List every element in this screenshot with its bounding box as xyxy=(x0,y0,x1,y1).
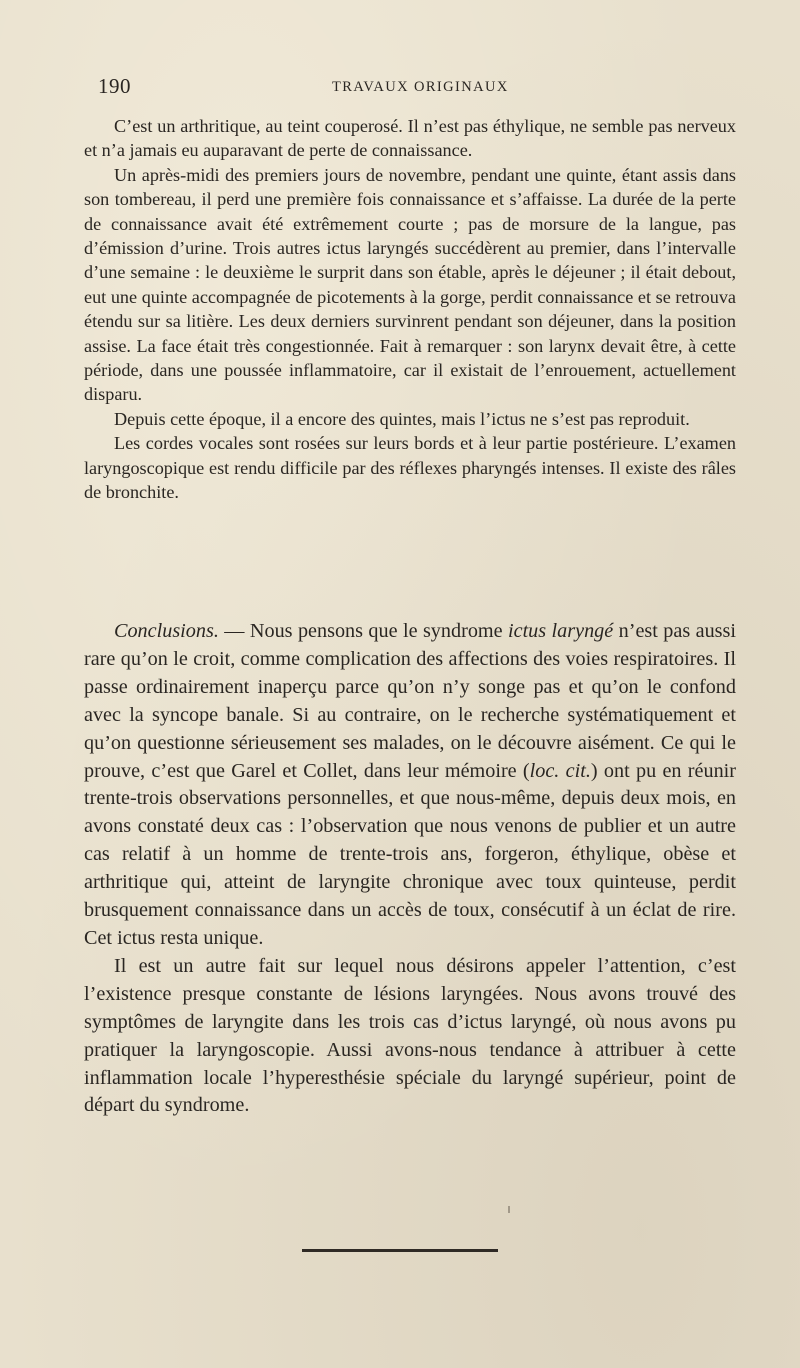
observation-paragraph: Depuis cette époque, il a encore des quintes, mais l’ictus ne s’est pas reproduit. xyxy=(114,408,690,429)
conclusions-text: n’est pas aussi rare qu’on le croit, comme complication des affections des voies respiratoires. Il passe ordinairement inaperçu parce qu’on n’y songe pas et qu’on le confond avec la syncope banale. Si au contraire, on le recherche systématiquement et qu’on questionne sérieusement ses malades, on le découvre aisément. Ce qui le prouve, c’est que Garel et Collet, dans leur mémoire ( xyxy=(84,620,736,782)
observation-paragraph: Un après-midi des premiers jours de novembre, pendant une quinte, étant assis dans son tombereau, il perd une première fois connaissance et s’affaisse. La durée de la perte de connaissance avait été extrêmement courte ; pas de morsure de la langue, pas d’émission d’urine. Trois autres ictus laryngés succédèrent au premier, dans l’intervalle d’une semaine : le deuxième le surprit dans son étable, après le déjeuner ; il était debout, eut une quinte accompagnée de picotements à la gorge, perdit connaissance et se retrouva étendu sur sa litière. Les deux derniers survinrent pendant son déjeuner, dans la position assise. La face était très congestionnée. Fait à remarquer : son larynx devait être, à cette période, dans une poussée inflammatoire, car il existait de l’enrouement, actuellement disparu. xyxy=(84,164,736,405)
page-header xyxy=(98,74,658,104)
syndrome-term: ictus laryngé xyxy=(508,620,614,642)
conclusions-text: ) ont pu en réunir trente-trois observations personnelles, et que nous-même, depuis deux mois, en avons constaté deux cas : l’observation que nous venons de publier et un autre cas relatif à un homme de trente-trois ans, forgeron, éthylique, obèse et arthritique qui, atteint de laryngite chronique avec toux quinteuse, perdit brusquement connaissance dans un accès de toux, consécutif à un éclat de rire. Cet ictus resta unique. xyxy=(84,759,737,949)
conclusions-text: — Nous pensons que le syndrome xyxy=(218,620,508,642)
observation-paragraph: Les cordes vocales sont rosées sur leurs bords et à leur partie postérieure. L’examen laryngoscopique est rendu difficile par des réflexes pharyngés intenses. Il existe des râles de bronchite. xyxy=(84,433,736,503)
end-rule xyxy=(302,1249,498,1252)
observation-text xyxy=(84,114,736,505)
conclusions-section xyxy=(84,618,736,1120)
running-title: TRAVAUX ORIGINAUX xyxy=(332,79,509,95)
conclusions-heading: Conclusions. xyxy=(114,620,219,642)
conclusions-paragraph xyxy=(84,618,736,953)
conclusions-paragraph-2: Il est un autre fait sur lequel nous désirons appeler l’attention, c’est l’existence presque constante de lésions laryngées. Nous avons trouvé des symptômes de laryngite dans les trois cas d’ictus laryngé, où nous avons pu pratiquer la laryngoscopie. Aussi avons-nous tendance à attribuer à cette inflammation locale l’hyperesthésie spéciale du laryngé supérieur, point de départ du syndrome. xyxy=(84,954,736,1117)
observation-paragraph: C’est un arthritique, au teint couperosé. Il n’est pas éthylique, ne semble pas nerveux et n’a jamais eu auparavant de perte de connaissance. xyxy=(84,116,736,161)
print-speck xyxy=(508,1206,510,1213)
citation-loc-cit: loc. cit. xyxy=(529,759,591,782)
page-number: 190 xyxy=(98,74,131,98)
